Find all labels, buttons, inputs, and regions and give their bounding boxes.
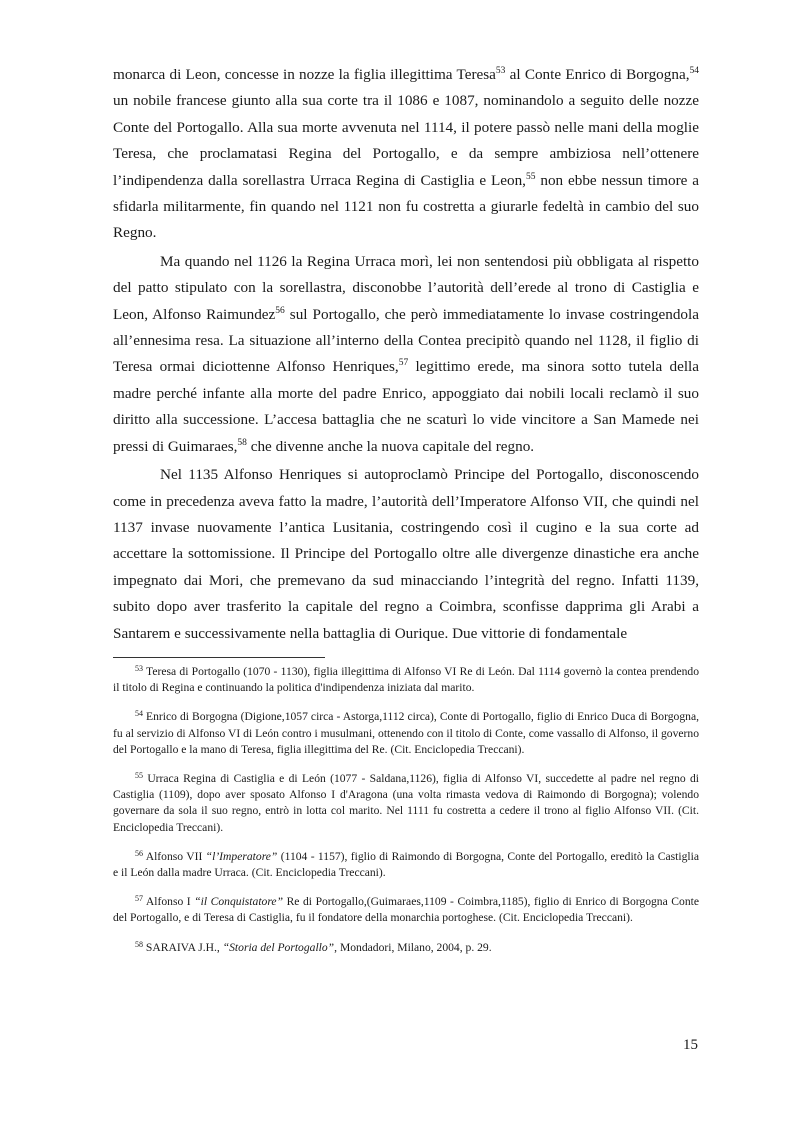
footnote-italic-title: “l’Imperatore”	[205, 849, 278, 863]
footnote-italic-title: “Storia del Portogallo”	[222, 940, 335, 954]
text-run: monarca di Leon, concesse in nozze la figlia illegittima Teresa	[113, 66, 496, 83]
footnote-ref-53[interactable]: 53	[495, 66, 506, 76]
page-content	[113, 62, 699, 969]
text-run: sul Portogallo, che però immediatamente lo invase costringendola all’ennesima resa. La situazione all’interno della Contea precipitò quando nel 1128, il figlio di Teresa ormai diciottenne Alfonso Henriques,	[113, 305, 699, 376]
footnote-text: Re di Portogallo,(Guimaraes,1109 - Coimbra,1185), figlio di Enrico di Borgogna Conte del Portogallo, e di Teresa di Castiglia, fu il fondatore della monarchia portoghese. (Cit. Enciclopedia Treccani).	[113, 895, 699, 925]
footnote-ref-57[interactable]: 57	[398, 358, 409, 369]
footnote-number: 54	[135, 709, 143, 719]
page-number: 15	[683, 1037, 698, 1053]
footnote-54	[113, 709, 699, 758]
footnote-separator	[113, 657, 325, 658]
text-run: non ebbe nessun timore a sfidarla militarmente, fin quando nel 1121 non fu costretta a giurarle fedeltà in cambio del suo Regno.	[113, 171, 699, 242]
footnote-ref-58[interactable]: 58	[237, 437, 247, 448]
footnote-text: Teresa di Portogallo (1070 - 1130), figlia illegittima di Alfonso VI Re di León. Dal 1114 governò la contea prendendo il titolo di Regina e continuando la politica d'indipendenza iniziata dal marito.	[113, 664, 699, 695]
footnote-text: Alfonso I	[143, 895, 195, 909]
footnote-53	[113, 664, 699, 696]
text-run: che divenne anche la nuova capitale del regno.	[246, 437, 535, 455]
footnote-italic-title: “il Conquistatore”	[194, 895, 284, 909]
footnote-56	[113, 849, 699, 881]
body-text	[113, 62, 699, 647]
footnote-number: 57	[135, 894, 143, 904]
text-run: un nobile francese giunto alla sua corte tra il 1086 e 1087, nominandolo a seguito delle nozze Conte del Portogallo. Alla sua morte avvenuta nel 1114, il potere passò nelle mani della moglie Teresa, che proclamatasi Regina del Portogallo, e da sempre ambiziosa nell’ottenere l’indipendenza dalla sorellastra Urraca Regina di Castiglia e Leon,	[113, 92, 699, 189]
text-run: legittimo erede, ma sinora sotto tutela della madre perché infante alla morte del padre Enrico, appoggiato dai nobili locali reclamò il suo diritto alla successione. L’accesa battaglia che ne scaturì lo vide vincitore a San Mamede nei pressi di Guimaraes,	[113, 358, 700, 455]
footnote-57	[113, 894, 699, 926]
footnote-ref-54[interactable]: 54	[689, 66, 699, 76]
footnote-ref-55[interactable]: 55	[525, 171, 536, 182]
footnote-text: , Mondadori, Milano, 2004, p. 29.	[334, 940, 492, 954]
paragraph-3: Nel 1135 Alfonso Henriques si autoproclamò Principe del Portogallo, disconoscendo come in precedenza aveva fatto la madre, l’autorità dell’Imperatore Alfonso VII, che quindi nel 1137 invase nuovamente l’antica Lusitania, costringendo così il cugino e la sua corte ad accettare la sottomissione. Il Principe del Portogallo oltre alle divergenze dinastiche era anche impegnato dai Mori, che premevano da sud minacciando l’integrità del regno. Infatti 1139, subito dopo aver trasferito la capitale del regno a Coimbra, sconfisse dapprima gli Arabi a Santarem e successivamente nella battaglia di Ourique. Due vittorie di fondamentale	[113, 466, 699, 642]
footnote-58	[113, 940, 699, 956]
paragraph-2	[113, 249, 699, 460]
footnote-number: 53	[135, 663, 143, 673]
paragraph-1	[113, 62, 699, 247]
footnotes	[113, 664, 699, 956]
footnote-text: (1104 - 1157), figlio di Raimondo di Borgogna, Conte del Portogallo, ereditò la Castiglia e il León dalla madre Urraca. (Cit. Enciclopedia Treccani).	[113, 849, 699, 879]
footnote-number: 56	[135, 848, 143, 858]
footnote-ref-56[interactable]: 56	[275, 305, 285, 316]
footnote-text: Alfonso VII	[143, 849, 206, 863]
text-run: Ma quando nel 1126 la Regina Urraca morì, lei non sentendosi più obbligata al rispetto del patto stipulato con la sorellastra, disconobbe l’autorità dell’erede al trono di Castiglia e Leon, Alfonso Raimundez	[113, 252, 699, 323]
footnote-text: Enrico di Borgogna (Digione,1057 circa - Astorga,1112 circa), Conte di Portogallo, figlio di Enrico Duca di Borgogna, fu al servizio di Alfonso VI di León contro i musulmani, ottenendo con il titolo di Conte, come vassallo di Alfonso, il governo del Portogallo e la mano di Teresa, figlia illegittima del Re. (Cit. Enciclopedia Treccani).	[113, 710, 699, 756]
footnote-text: SARAIVA J.H.,	[143, 940, 223, 954]
footnote-text: Urraca Regina di Castiglia e di León (1077 - Saldana,1126), figlia di Alfonso VI, succedette al padre nel regno di Castiglia (1109), dopo aver sposato Alfonso I d'Aragona (una volta rimasta vedova di Raimondo di Borgogna); volendo governare da sola il suo regno, entrò in lotta col marito. Nel 1111 fu costretta a cedere il trono al figlio Alfonso VII. (Cit. Enciclopedia Treccani).	[113, 771, 699, 834]
footnote-55	[113, 771, 699, 836]
footnote-number: 55	[135, 770, 143, 780]
footnote-number: 58	[135, 939, 143, 949]
text-run: al Conte Enrico di Borgogna,	[505, 66, 690, 83]
